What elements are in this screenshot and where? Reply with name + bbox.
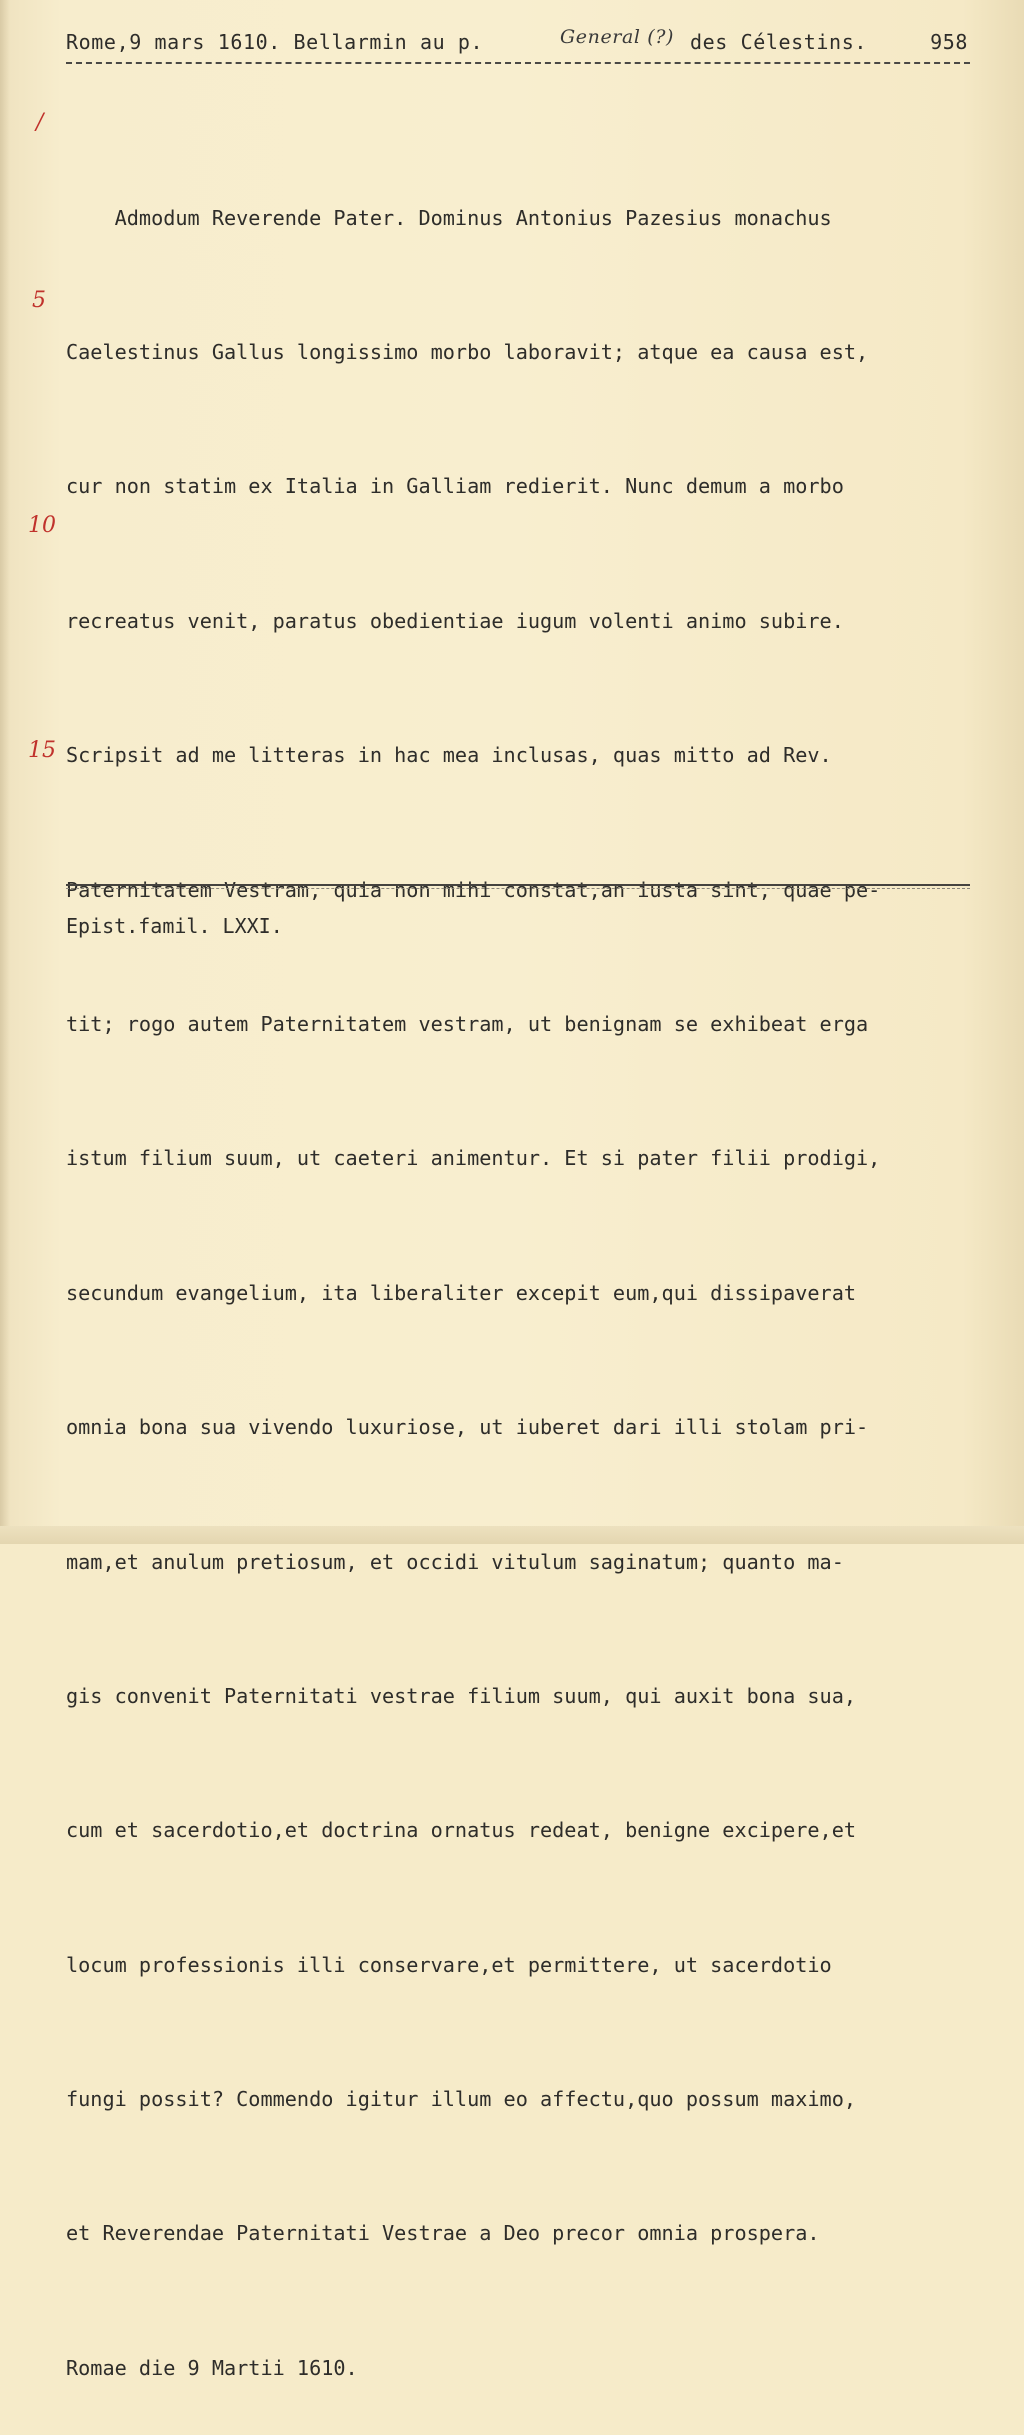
letter-line: tit; rogo autem Paternitatem vestram, ut benignam se exhibeat erga [66, 1011, 869, 1036]
letter-line: gis convenit Paternitati vestrae filium suum, qui auxit bona sua, [66, 1683, 857, 1708]
letter-line: locum professionis illi conservare,et permittere, ut sacerdotio [66, 1952, 832, 1977]
margin-line-number-10: 10 [28, 513, 56, 538]
document-header [66, 26, 970, 64]
letter-line: cum et sacerdotio,et doctrina ornatus redeat, benigne excipere,et [66, 1818, 857, 1843]
header-recipient: des Célestins. [690, 30, 867, 54]
letter-line: secundum evangelium, ita liberaliter excepit eum,qui dissipaverat [66, 1280, 857, 1305]
letter-line: istum filium suum, ut caeteri animentur. Et si pater filii prodigi, [66, 1146, 881, 1171]
letter-line: omnia bona sua vivendo luxuriose, ut iuberet dari illi stolam pri- [66, 1415, 869, 1440]
letter-line: fungi possit? Commendo igitur illum eo affectu,quo possum maximo, [66, 2087, 857, 2112]
footnote-separator-dashed [66, 888, 970, 889]
letter-line: Scripsit ad me litteras in hac mea inclusas, quas mitto ad Rev. [66, 743, 832, 768]
header-date-author: Rome,9 mars 1610. Bellarmin au p. [66, 30, 484, 54]
letter-line: et Reverendae Paternitati Vestrae a Deo precor omnia prospera. [66, 2221, 820, 2246]
margin-line-number-5: 5 [32, 288, 46, 313]
header-handwritten-insert: General (?) [560, 26, 675, 48]
letter-line: cur non statim ex Italia in Galliam redierit. Nunc demum a morbo [66, 474, 844, 499]
margin-line-number-15: 15 [28, 738, 56, 763]
letter-line: Caelestinus Gallus longissimo morbo laboravit; atque ea causa est, [66, 339, 869, 364]
letter-line: Admodum Reverende Pater. Dominus Antonius Pazesius monachus [66, 205, 832, 230]
letter-body [66, 106, 996, 2435]
letter-line: Paternitatem Vestram, quia non mihi constat,an iusta sint, quae pe- [66, 877, 881, 902]
page-number: 958 [930, 30, 968, 54]
paper-edge-shadow [0, 0, 10, 1544]
margin-line-number-1: / [36, 110, 44, 135]
letter-line: recreatus venit, paratus obedientiae iugum volenti animo subire. [66, 608, 844, 633]
letter-line: mam,et anulum pretiosum, et occidi vitulum saginatum; quanto ma- [66, 1549, 844, 1574]
header-rule [66, 62, 970, 64]
footnote-separator [66, 884, 970, 886]
letter-signature-date: Romae die 9 Martii 1610. [66, 2355, 358, 2380]
source-footnote: Epist.famil. LXXI. [66, 914, 283, 938]
